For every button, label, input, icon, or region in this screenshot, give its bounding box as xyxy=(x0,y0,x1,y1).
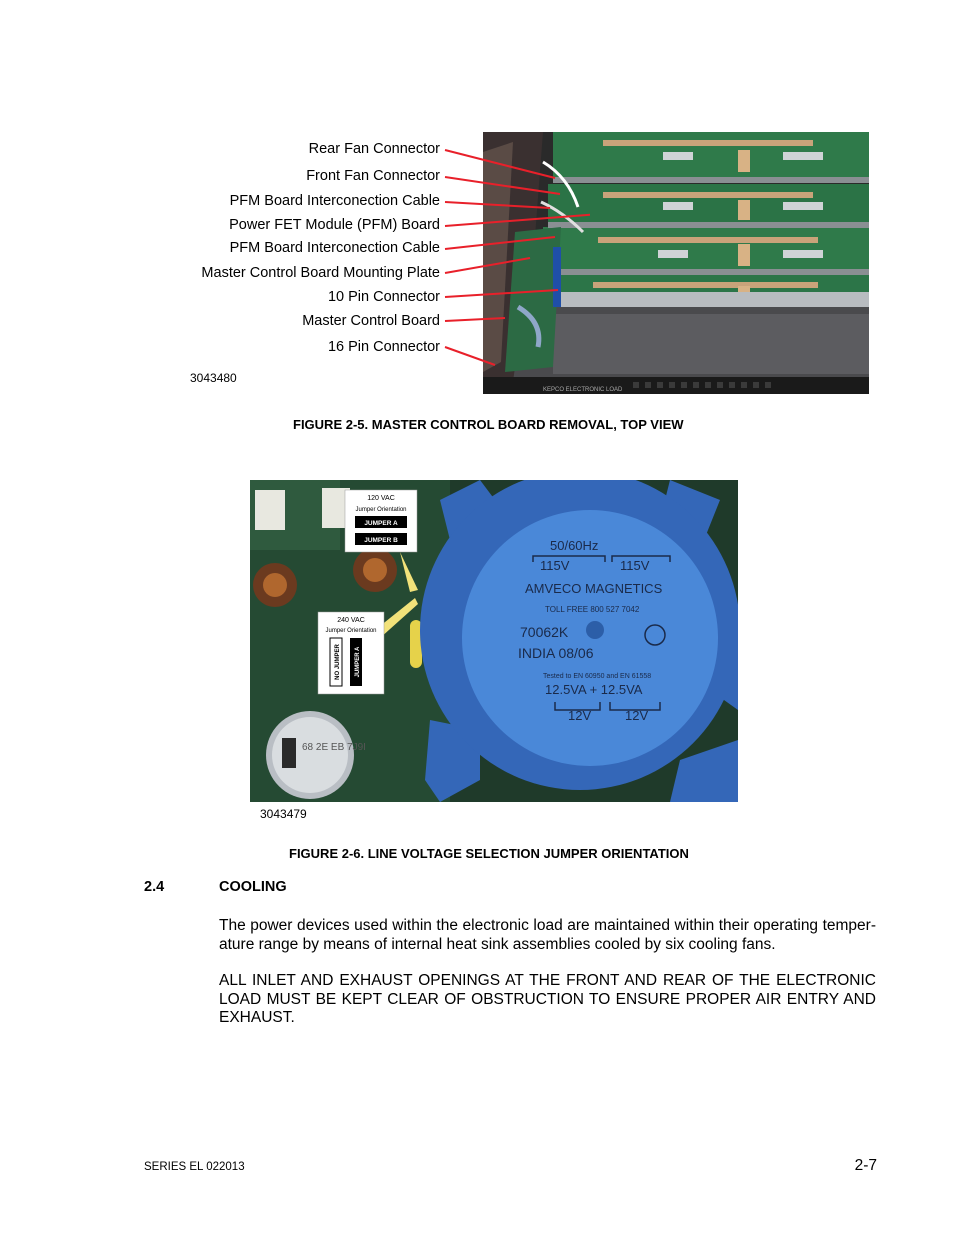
page-number: 2-7 xyxy=(854,1157,877,1174)
transformer-out2: 12V xyxy=(625,708,649,723)
inset-240-subtitle: Jumper Orientation xyxy=(325,628,377,634)
paragraph-1-line-1: The power devices used within the electronic load are maintained within their operating temper- xyxy=(219,917,876,934)
figure-2-6-caption: FIGURE 2-6. LINE VOLTAGE SELECTION JUMPER ORIENTATION xyxy=(289,846,689,861)
arrow-16-pin xyxy=(445,347,495,365)
transformer-brand: AMVECO MAGNETICS xyxy=(525,581,663,596)
paragraph-2-line-3: EXHAUST. xyxy=(219,1009,295,1026)
figure-2-5-caption: FIGURE 2-5. MASTER CONTROL BOARD REMOVAL, TOP VIEW xyxy=(293,417,684,432)
callout-mounting-plate: Master Control Board Mounting Plate xyxy=(201,265,440,281)
callout-pfm-board: Power FET Module (PFM) Board xyxy=(229,217,440,233)
footer-series: SERIES EL 022013 xyxy=(144,1161,245,1173)
inset-240-jumper-a: JUMPER A xyxy=(355,646,361,678)
transformer-out1: 12V xyxy=(568,708,592,723)
callout-pfm-cable-2: PFM Board Interconection Cable xyxy=(229,240,440,256)
figure-2-5-leader-arrows xyxy=(440,140,590,380)
callout-pfm-cable-1: PFM Board Interconection Cable xyxy=(229,193,440,209)
figure-2-5-photo-text: KEPCO ELECTRONIC LOAD xyxy=(543,387,623,393)
paragraph-2-line-1: ALL INLET AND EXHAUST OPENINGS AT THE FRONT AND REAR OF THE ELECTRONIC xyxy=(219,972,876,989)
paragraph-2-line-2: LOAD MUST BE KEPT CLEAR OF OBSTRUCTION TO ENSURE PROPER AIR ENTRY AND xyxy=(219,990,876,1008)
arrow-master-board xyxy=(445,318,505,321)
inset-120-subtitle: Jumper Orientation xyxy=(355,507,407,513)
callout-16-pin-connector: 16 Pin Connector xyxy=(327,339,440,355)
inset-240-no-jumper: NO JUMPER xyxy=(335,644,341,680)
paragraph-1-line-2: ature range by means of internal heat sink assemblies cooled by six cooling fans. xyxy=(219,935,776,953)
transformer-toll: TOLL FREE 800 527 7042 xyxy=(545,605,640,614)
arrow-pfm-cable-2 xyxy=(445,237,555,249)
paragraph-cooling-warning xyxy=(219,972,876,1028)
arrow-mounting-plate xyxy=(445,258,530,273)
arrow-10-pin xyxy=(445,290,558,297)
section-number: 2.4 xyxy=(144,879,165,895)
inset-120-jumper-b: JUMPER B xyxy=(364,537,398,544)
inset-120-title: 120 VAC xyxy=(367,495,395,502)
transformer-va: 12.5VA + 12.5VA xyxy=(545,682,643,697)
callout-front-fan-connector: Front Fan Connector xyxy=(306,168,440,184)
callout-10-pin-connector: 10 Pin Connector xyxy=(327,289,440,305)
figure-2-6-photo xyxy=(250,480,738,802)
transformer-freq: 50/60Hz xyxy=(550,538,599,553)
arrow-pfm-cable-1 xyxy=(445,202,550,208)
figure-2-6-number: 3043479 xyxy=(260,807,307,821)
callout-rear-fan-connector: Rear Fan Connector xyxy=(308,141,440,157)
transformer-model: 70062K xyxy=(520,624,569,640)
figure-2-5-number: 3043480 xyxy=(190,371,237,385)
arrow-pfm-board xyxy=(445,214,590,226)
transformer-origin: INDIA 08/06 xyxy=(518,645,594,661)
transformer-v2: 115V xyxy=(620,558,650,573)
arrow-rear-fan xyxy=(445,150,555,178)
inset-120-jumper-a: JUMPER A xyxy=(364,520,398,527)
inset-240-title: 240 VAC xyxy=(337,617,365,624)
arrow-front-fan xyxy=(445,177,560,194)
paragraph-cooling-description xyxy=(219,917,876,954)
transformer-tested: Tested to EN 60950 and EN 61558 xyxy=(543,673,652,680)
callout-master-control-board: Master Control Board xyxy=(302,313,440,329)
transformer-v1: 115V xyxy=(540,558,570,573)
capacitor-text: 68 2E EB 7J9I xyxy=(302,742,366,753)
section-title: COOLING xyxy=(219,879,287,895)
